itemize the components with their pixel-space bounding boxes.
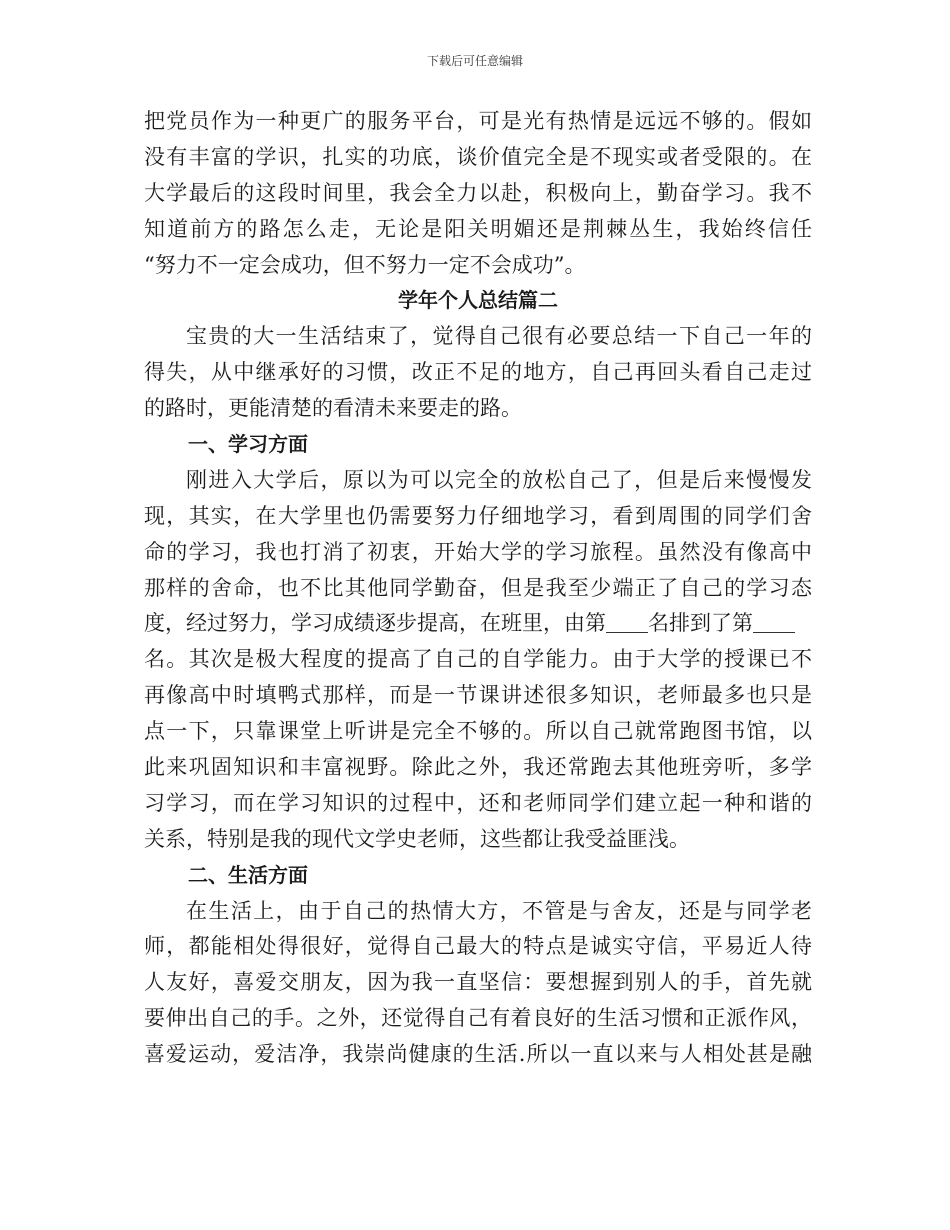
paragraph-line: 大学最后的这段时间里，我会全力以赴，积极向上，勤奋学习。我不 <box>144 180 812 205</box>
paragraph-line-rank <box>144 606 812 642</box>
paragraph-line: 宝贵的大一生活结束了，觉得自己很有必要总结一下自己一年的 <box>186 324 812 349</box>
paragraph-line: 此来巩固知识和丰富视野。除此之外，我还常跑去其他班旁听，多学 <box>144 755 812 780</box>
paragraph-line: 得失，从中继承好的习惯，改正不足的地方，自己再回头看自己走过 <box>144 360 812 385</box>
paragraph-line: 在生活上，由于自己的热情大方，不管是与舍友，还是与同学老 <box>186 898 812 923</box>
paragraph-line: 名。其次是极大程度的提高了自己的自学能力。由于大学的授课已不 <box>144 647 812 672</box>
paragraph-line: 人友好，喜爱交朋友，因为我一直坚信：要想握到别人的手，首先就 <box>144 970 812 995</box>
paragraph-line: 点一下，只靠课堂上听讲是完全不够的。所以自己就常跑图书馆，以 <box>144 719 812 744</box>
section-title: 学年个人总结篇二 <box>398 288 558 313</box>
paragraph-line: 现，其实，在大学里也仍需要努力仔细地学习，看到周围的同学们舍 <box>144 503 812 528</box>
paragraph-line: 再像高中时填鸭式那样，而是一节课讲述很多知识，老师最多也只是 <box>144 683 812 708</box>
paragraph-line: 命的学习，我也打消了初衷，开始大学的学习旅程。虽然没有像高中 <box>144 539 812 564</box>
paragraph-line: 要伸出自己的手。之外，还觉得自己有着良好的生活习惯和正派作风， <box>144 1006 812 1031</box>
rank-blank <box>606 611 648 633</box>
paragraph-line: 没有丰富的学识，扎实的功底，谈价值完全是不现实或者受限的。在 <box>144 144 812 169</box>
page-header: 下载后可任意编辑 <box>426 54 523 68</box>
subsection-heading: 一、学习方面 <box>188 432 308 457</box>
document-body <box>144 104 812 1073</box>
paragraph-line: 知道前方的路怎么走，无论是阳关明媚还是荆棘丛生，我始终信任 <box>144 216 812 241</box>
subsection-heading: 二、生活方面 <box>188 862 308 887</box>
paragraph-line: 的路时，更能清楚的看清未来要走的路。 <box>144 396 522 421</box>
paragraph-line: 师，都能相处得很好，觉得自己最大的特点是诚实守信，平易近人待 <box>144 934 812 959</box>
paragraph-line: 那样的舍命，也不比其他同学勤奋，但是我至少端正了自己的学习态 <box>144 575 812 600</box>
paragraph-line: 刚进入大学后，原以为可以完全的放松自己了，但是后来慢慢发 <box>186 467 812 492</box>
paragraph-line: 关系，特别是我的现代文学史老师，这些都让我受益匪浅。 <box>144 826 690 851</box>
rank-text-a: 度，经过努力，学习成绩逐步提高，在班里，由第 <box>144 611 606 636</box>
paragraph-line: 习学习，而在学习知识的过程中，还和老师同学们建立起一种和谐的 <box>144 790 812 815</box>
paragraph-line: “努力不一定会成功，但不努力一定不会成功”。 <box>144 252 586 277</box>
rank-text-b: 名排到了第 <box>648 611 753 636</box>
paragraph-line: 把党员作为一种更广的服务平台，可是光有热情是远远不够的。假如 <box>144 109 812 133</box>
paragraph-line: 喜爱运动，爱洁净，我崇尚健康的生活.所以一直以来与人相处甚是融 <box>144 1042 812 1067</box>
rank-blank <box>753 611 795 633</box>
